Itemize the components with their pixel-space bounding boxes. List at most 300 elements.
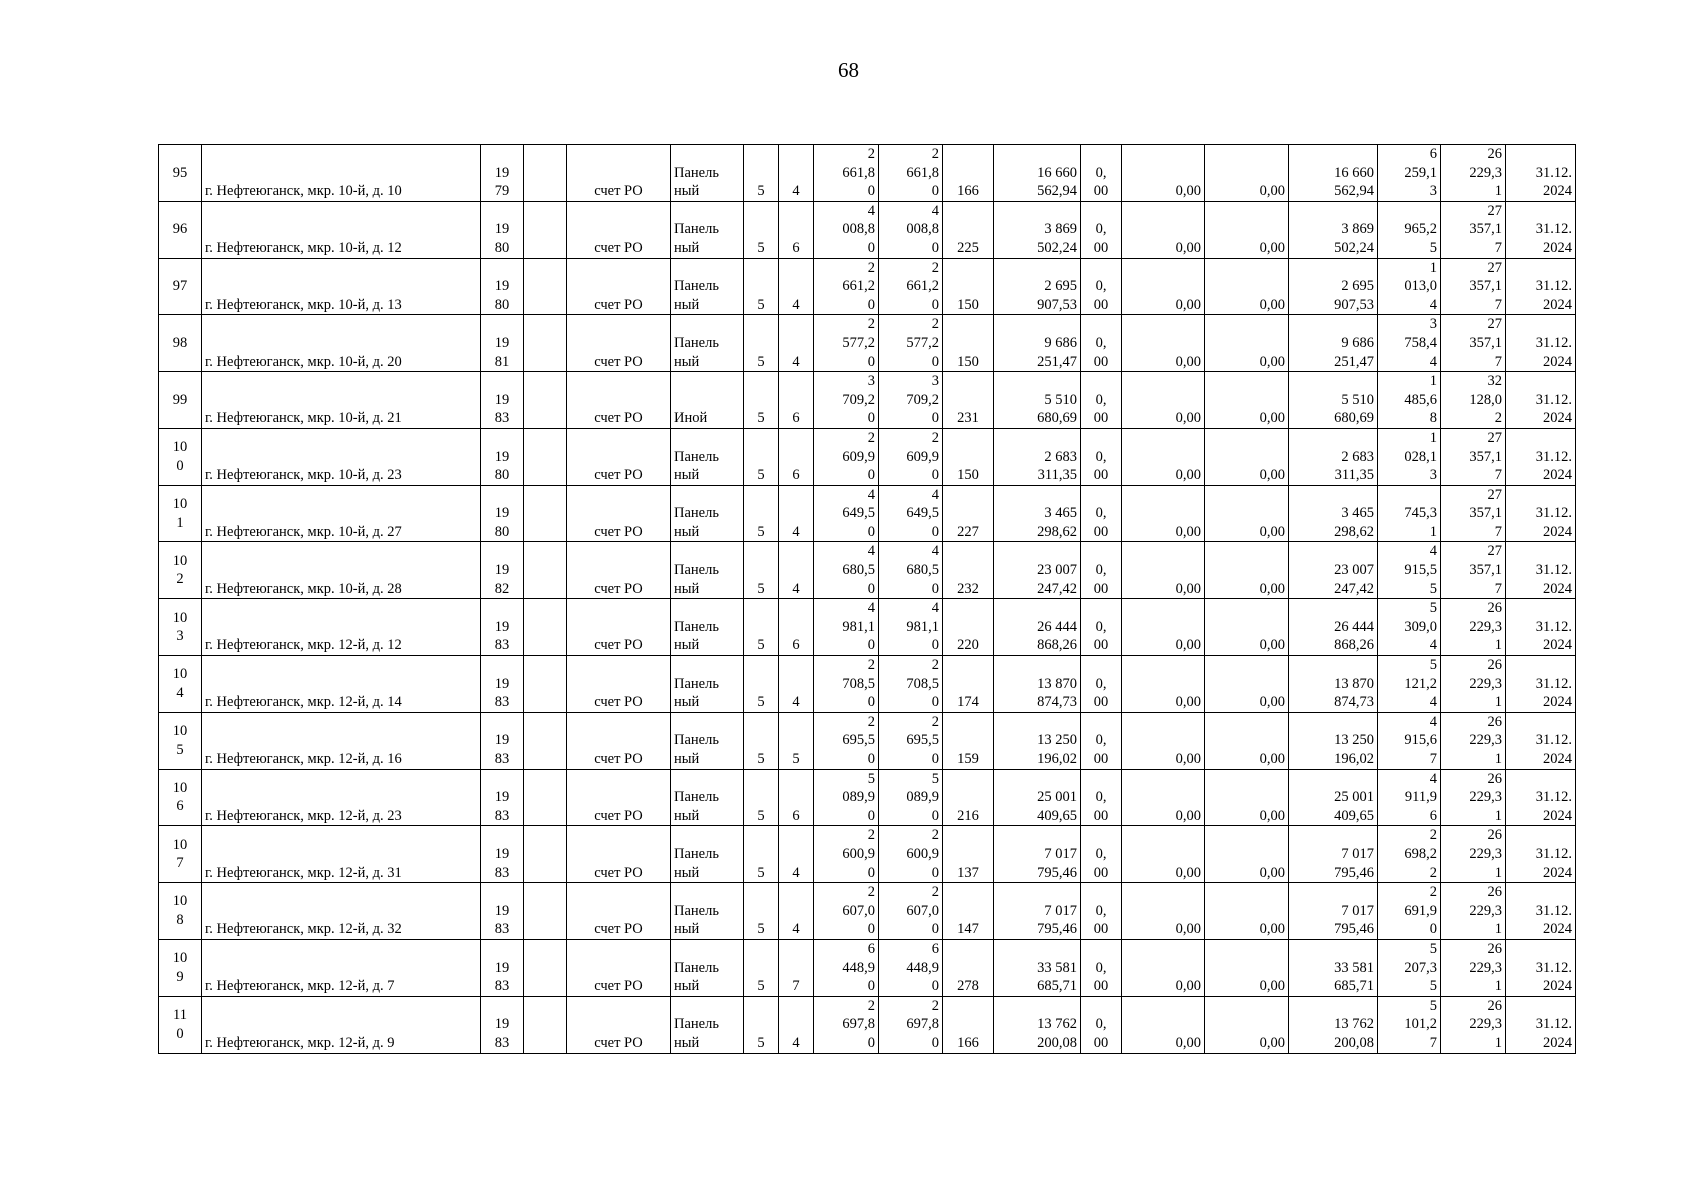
cell-address: г. Нефтеюганск, мкр. 12-й, д. 32 xyxy=(202,883,481,940)
cell-line: 6 xyxy=(867,940,875,957)
cell-spec-cost xyxy=(1378,145,1441,202)
cell-line: 1 xyxy=(1494,637,1502,654)
cell-line: 448,9 xyxy=(842,959,875,976)
cell-cost-total xyxy=(994,485,1081,542)
cell-area-living xyxy=(879,939,943,996)
cell-area-total xyxy=(814,485,879,542)
cell-line: ный xyxy=(674,183,700,200)
cell-line: 121,2 xyxy=(1404,675,1437,692)
cell-line: 1 xyxy=(1494,751,1502,767)
cell-address: г. Нефтеюганск, мкр. 10-й, д. 13 xyxy=(202,258,481,315)
cell-entrances: 6 xyxy=(779,428,814,485)
cell-line: 31.12. xyxy=(1535,562,1572,579)
cell-spec-cost xyxy=(1378,485,1441,542)
cell-line: 357,1 xyxy=(1469,278,1502,295)
cell-line: 13 762 xyxy=(1037,1016,1077,1033)
cell-deadline xyxy=(1506,315,1576,372)
cell-line: 3 xyxy=(1429,467,1437,484)
cell-material xyxy=(671,315,744,372)
cell-line: 0 xyxy=(867,523,875,540)
cell-entrances: 4 xyxy=(779,883,814,940)
cell-line: 0 xyxy=(867,580,875,597)
cell-line: 2 xyxy=(931,146,939,162)
cell-deadline xyxy=(1506,542,1576,599)
cell-line: 680,69 xyxy=(1037,410,1077,427)
cell-line: 3 xyxy=(931,373,939,390)
cell-line: 745,3 xyxy=(1404,505,1437,522)
cell-line: ный xyxy=(674,978,700,995)
cell-cost-local: 0,00 xyxy=(1205,258,1289,315)
cell-line: 1 xyxy=(1429,373,1437,390)
cell-year xyxy=(481,712,524,769)
cell-line: 981,1 xyxy=(842,618,875,635)
cell-line: 9 xyxy=(176,968,184,985)
cell-line: 680,69 xyxy=(1334,410,1374,427)
cell-floors: 5 xyxy=(744,599,779,656)
cell-cost-reg: 0,00 xyxy=(1122,712,1205,769)
cell-line: 0, xyxy=(1095,959,1107,976)
cell-spec-cost xyxy=(1378,372,1441,429)
cell-num xyxy=(159,542,202,599)
cell-line: Панель xyxy=(674,902,719,919)
cell-address: г. Нефтеюганск, мкр. 12-й, д. 31 xyxy=(202,826,481,883)
cell-line: 31.12. xyxy=(1535,391,1572,408)
cell-entrances: 7 xyxy=(779,939,814,996)
cell-line: 311,35 xyxy=(1037,467,1077,484)
cell-max-cost xyxy=(1441,315,1506,372)
cell-line: 0 xyxy=(867,353,875,370)
cell-line: 26 444 xyxy=(1037,618,1077,635)
cell-line: ный xyxy=(674,580,700,597)
cell-residents: 137 xyxy=(943,826,994,883)
cell-line: 0 xyxy=(867,183,875,200)
cell-floors: 5 xyxy=(744,712,779,769)
cell-entrances: 4 xyxy=(779,826,814,883)
cell-line: 26 xyxy=(1487,997,1502,1014)
cell-line: 229,3 xyxy=(1469,789,1502,806)
cell-line: 2 xyxy=(931,997,939,1014)
cell-line: 695,5 xyxy=(842,732,875,749)
cell-line: 4 xyxy=(1429,543,1437,560)
cell-line: 4 xyxy=(931,543,939,560)
cell-empty1 xyxy=(524,656,567,713)
cell-spec-cost xyxy=(1378,542,1441,599)
cell-num xyxy=(159,372,202,429)
cell-line: 0 xyxy=(931,694,939,711)
cell-line: 709,2 xyxy=(842,391,875,408)
cell-residents: 166 xyxy=(943,996,994,1053)
cell-line: Панель xyxy=(674,959,719,976)
cell-cost-reg: 0,00 xyxy=(1122,428,1205,485)
cell-line: Панель xyxy=(674,505,719,522)
cell-cost-total xyxy=(994,883,1081,940)
cell-line: Панель xyxy=(674,448,719,465)
cell-empty1 xyxy=(524,939,567,996)
cell-line: 00 xyxy=(1093,807,1109,824)
cell-cost-owners xyxy=(1289,712,1378,769)
cell-line: 196,02 xyxy=(1037,751,1077,767)
cell-line: 83 xyxy=(494,751,510,767)
cell-area-total xyxy=(814,996,879,1053)
cell-line: 911,9 xyxy=(1404,789,1437,806)
cell-line: 19 xyxy=(494,448,510,465)
cell-line: 13 762 xyxy=(1334,1016,1374,1033)
cell-line: 10 xyxy=(172,666,188,683)
cell-year xyxy=(481,656,524,713)
cell-line: 0 xyxy=(931,296,939,313)
cell-cost-total xyxy=(994,258,1081,315)
cell-line: 2 xyxy=(931,316,939,333)
cell-line: 83 xyxy=(494,921,510,938)
cell-line: 685,71 xyxy=(1334,978,1374,995)
cell-cost-local: 0,00 xyxy=(1205,542,1289,599)
cell-line: ный xyxy=(674,751,700,767)
cell-cost-owners xyxy=(1289,372,1378,429)
cell-line: 4 xyxy=(1429,353,1437,370)
cell-line: 2 xyxy=(1429,864,1437,881)
table-row xyxy=(159,939,1576,996)
cell-line: 0 xyxy=(867,296,875,313)
cell-method: счет РО xyxy=(567,372,671,429)
cell-deadline xyxy=(1506,599,1576,656)
table-row xyxy=(159,599,1576,656)
cell-area-total xyxy=(814,826,879,883)
cell-line: Панель xyxy=(674,221,719,238)
cell-max-cost xyxy=(1441,939,1506,996)
cell-num xyxy=(159,485,202,542)
table-row xyxy=(159,883,1576,940)
cell-line: 00 xyxy=(1093,183,1109,200)
cell-line: 4 xyxy=(931,486,939,503)
cell-line: 4 xyxy=(1429,637,1437,654)
cell-max-cost xyxy=(1441,769,1506,826)
table-row xyxy=(159,826,1576,883)
cell-empty1 xyxy=(524,542,567,599)
cell-line: 19 xyxy=(494,1016,510,1033)
cell-floors: 5 xyxy=(744,542,779,599)
cell-line: ный xyxy=(674,467,700,484)
cell-line: 26 xyxy=(1487,657,1502,674)
housing-repair-table xyxy=(158,144,1576,1054)
cell-floors: 5 xyxy=(744,769,779,826)
cell-line: 1 xyxy=(1429,429,1437,446)
cell-cost-fed xyxy=(1081,145,1122,202)
cell-max-cost xyxy=(1441,201,1506,258)
cell-line: 357,1 xyxy=(1469,221,1502,238)
cell-line: 19 xyxy=(494,278,510,295)
cell-line: 7 xyxy=(1494,580,1502,597)
cell-address: г. Нефтеюганск, мкр. 12-й, д. 16 xyxy=(202,712,481,769)
cell-cost-fed xyxy=(1081,485,1122,542)
cell-address: г. Нефтеюганск, мкр. 10-й, д. 27 xyxy=(202,485,481,542)
cell-entrances: 6 xyxy=(779,372,814,429)
cell-line: 2 xyxy=(931,713,939,730)
cell-line: 229,3 xyxy=(1469,618,1502,635)
cell-line: 5 510 xyxy=(1341,391,1374,408)
cell-line: 577,2 xyxy=(906,334,939,351)
cell-deadline xyxy=(1506,656,1576,713)
cell-line: 008,8 xyxy=(906,221,939,238)
cell-line: 0 xyxy=(867,864,875,881)
cell-line: 31.12. xyxy=(1535,789,1572,806)
cell-line: 101,2 xyxy=(1404,1016,1437,1033)
cell-line: 0 xyxy=(931,637,939,654)
cell-line: 10 xyxy=(172,893,188,910)
cell-cost-local: 0,00 xyxy=(1205,599,1289,656)
cell-cost-total xyxy=(994,939,1081,996)
cell-line: 0, xyxy=(1095,675,1107,692)
cell-line: 9 686 xyxy=(1341,334,1374,351)
cell-line: 708,5 xyxy=(842,675,875,692)
cell-year xyxy=(481,201,524,258)
cell-max-cost xyxy=(1441,485,1506,542)
cell-line: ный xyxy=(674,864,700,881)
cell-line: 2 695 xyxy=(1044,278,1077,295)
cell-year xyxy=(481,996,524,1053)
cell-line: 10 xyxy=(172,609,188,626)
cell-cost-local: 0,00 xyxy=(1205,939,1289,996)
cell-line: 4 xyxy=(867,202,875,219)
cell-line: 0 xyxy=(867,467,875,484)
table-row xyxy=(159,315,1576,372)
cell-method: счет РО xyxy=(567,939,671,996)
cell-line: 4 xyxy=(1429,770,1437,787)
cell-line: 2024 xyxy=(1543,807,1572,824)
cell-year xyxy=(481,372,524,429)
cell-floors: 5 xyxy=(744,258,779,315)
cell-line: ный xyxy=(674,694,700,711)
cell-cost-owners xyxy=(1289,599,1378,656)
cell-line: 2 xyxy=(867,713,875,730)
cell-line: 26 xyxy=(1487,600,1502,617)
cell-line: 298,62 xyxy=(1037,523,1077,540)
cell-line: 0, xyxy=(1095,618,1107,635)
cell-line: 83 xyxy=(494,694,510,711)
cell-cost-local: 0,00 xyxy=(1205,883,1289,940)
cell-line: 0 xyxy=(867,410,875,427)
cell-area-living xyxy=(879,315,943,372)
cell-empty1 xyxy=(524,883,567,940)
cell-line: 2 xyxy=(931,827,939,844)
cell-line: Иной xyxy=(674,410,708,427)
cell-line: 16 660 xyxy=(1037,164,1077,181)
cell-line: 00 xyxy=(1093,637,1109,654)
cell-line: 965,2 xyxy=(1404,221,1437,238)
cell-line: 0 xyxy=(1429,921,1437,938)
cell-floors: 5 xyxy=(744,939,779,996)
cell-line: 31.12. xyxy=(1535,618,1572,635)
cell-floors: 5 xyxy=(744,145,779,202)
cell-line: 27 xyxy=(1487,259,1502,276)
cell-line: 13 870 xyxy=(1037,675,1077,692)
cell-residents: 227 xyxy=(943,485,994,542)
cell-line: 2 xyxy=(867,827,875,844)
cell-line: 7 017 xyxy=(1341,845,1374,862)
cell-line: 19 xyxy=(494,732,510,749)
cell-residents: 166 xyxy=(943,145,994,202)
cell-line: 31.12. xyxy=(1535,1016,1572,1033)
cell-cost-local: 0,00 xyxy=(1205,656,1289,713)
cell-area-total xyxy=(814,542,879,599)
cell-empty1 xyxy=(524,712,567,769)
cell-num xyxy=(159,201,202,258)
cell-line: 907,53 xyxy=(1334,296,1374,313)
cell-method: счет РО xyxy=(567,315,671,372)
cell-line: 0 xyxy=(931,864,939,881)
cell-line: 31.12. xyxy=(1535,959,1572,976)
cell-cost-total xyxy=(994,599,1081,656)
cell-line: 4 xyxy=(1429,296,1437,313)
cell-line: 2 695 xyxy=(1341,278,1374,295)
cell-line: 0, xyxy=(1095,164,1107,181)
cell-cost-owners xyxy=(1289,315,1378,372)
cell-area-total xyxy=(814,145,879,202)
cell-line: 19 xyxy=(494,618,510,635)
cell-cost-fed xyxy=(1081,201,1122,258)
cell-line: 0, xyxy=(1095,1016,1107,1033)
cell-method: счет РО xyxy=(567,599,671,656)
cell-spec-cost xyxy=(1378,315,1441,372)
cell-line: 649,5 xyxy=(906,505,939,522)
cell-residents: 231 xyxy=(943,372,994,429)
cell-cost-fed xyxy=(1081,656,1122,713)
cell-line: 7 xyxy=(1494,296,1502,313)
cell-method: счет РО xyxy=(567,826,671,883)
cell-entrances: 4 xyxy=(779,656,814,713)
cell-num xyxy=(159,883,202,940)
cell-line: 19 xyxy=(494,164,510,181)
cell-line: 128,0 xyxy=(1469,391,1502,408)
cell-line: Панель xyxy=(674,562,719,579)
cell-cost-total xyxy=(994,542,1081,599)
cell-line: 33 581 xyxy=(1037,959,1077,976)
cell-empty1 xyxy=(524,201,567,258)
cell-floors: 5 xyxy=(744,883,779,940)
cell-line: 83 xyxy=(494,978,510,995)
cell-line: 2 xyxy=(931,657,939,674)
cell-cost-reg: 0,00 xyxy=(1122,145,1205,202)
cell-line: Панель xyxy=(674,334,719,351)
cell-line: 16 660 xyxy=(1334,164,1374,181)
cell-line: 10 xyxy=(172,439,188,456)
cell-line: 448,9 xyxy=(906,959,939,976)
cell-line: 19 xyxy=(494,959,510,976)
cell-residents: 150 xyxy=(943,315,994,372)
cell-cost-reg: 0,00 xyxy=(1122,485,1205,542)
cell-floors: 5 xyxy=(744,485,779,542)
cell-material xyxy=(671,258,744,315)
table-row xyxy=(159,996,1576,1053)
cell-line: 26 xyxy=(1487,713,1502,730)
cell-line: 409,65 xyxy=(1037,807,1077,824)
cell-line: 2024 xyxy=(1543,523,1572,540)
table-row xyxy=(159,372,1576,429)
cell-line: 907,53 xyxy=(1037,296,1077,313)
cell-line: 0 xyxy=(867,751,875,767)
cell-line: 0 xyxy=(867,239,875,256)
cell-line: 0 xyxy=(867,694,875,711)
cell-cost-owners xyxy=(1289,826,1378,883)
cell-line: 609,9 xyxy=(842,448,875,465)
cell-line: 609,9 xyxy=(906,448,939,465)
cell-floors: 5 xyxy=(744,315,779,372)
cell-max-cost xyxy=(1441,883,1506,940)
cell-spec-cost xyxy=(1378,996,1441,1053)
cell-line: 80 xyxy=(494,467,510,484)
cell-line: ный xyxy=(674,296,700,313)
cell-line: 0, xyxy=(1095,278,1107,295)
cell-line: 207,3 xyxy=(1404,959,1437,976)
cell-line: 1 xyxy=(1494,1034,1502,1051)
cell-address: г. Нефтеюганск, мкр. 10-й, д. 21 xyxy=(202,372,481,429)
cell-deadline xyxy=(1506,372,1576,429)
cell-line: 0, xyxy=(1095,334,1107,351)
cell-line: 00 xyxy=(1093,694,1109,711)
cell-line: 2 xyxy=(931,259,939,276)
cell-line: 7 xyxy=(1494,523,1502,540)
cell-cost-local: 0,00 xyxy=(1205,315,1289,372)
cell-line: 661,2 xyxy=(842,278,875,295)
cell-line: Панель xyxy=(674,732,719,749)
cell-area-total xyxy=(814,769,879,826)
cell-deadline xyxy=(1506,145,1576,202)
cell-line: 00 xyxy=(1093,751,1109,767)
cell-address: г. Нефтеюганск, мкр. 12-й, д. 14 xyxy=(202,656,481,713)
cell-line: 600,9 xyxy=(842,845,875,862)
cell-line: 0 xyxy=(931,183,939,200)
table-row xyxy=(159,145,1576,202)
cell-method: счет РО xyxy=(567,769,671,826)
cell-residents: 232 xyxy=(943,542,994,599)
cell-area-living xyxy=(879,145,943,202)
cell-cost-fed xyxy=(1081,315,1122,372)
cell-deadline xyxy=(1506,769,1576,826)
cell-line: 868,26 xyxy=(1334,637,1374,654)
cell-line: 229,3 xyxy=(1469,164,1502,181)
cell-area-total xyxy=(814,883,879,940)
cell-line: ный xyxy=(674,807,700,824)
cell-cost-owners xyxy=(1289,883,1378,940)
cell-line: 95 xyxy=(172,164,188,181)
cell-line: 229,3 xyxy=(1469,902,1502,919)
cell-line: 4 xyxy=(867,543,875,560)
cell-line: 3 xyxy=(1429,316,1437,333)
cell-line: 229,3 xyxy=(1469,845,1502,862)
cell-line: 795,46 xyxy=(1037,921,1077,938)
cell-line: 26 xyxy=(1487,770,1502,787)
cell-cost-owners xyxy=(1289,145,1378,202)
cell-line: 3 869 xyxy=(1341,221,1374,238)
cell-line: 562,94 xyxy=(1334,183,1374,200)
cell-line: 311,35 xyxy=(1334,467,1374,484)
cell-num xyxy=(159,428,202,485)
cell-cost-fed xyxy=(1081,769,1122,826)
cell-line: ный xyxy=(674,637,700,654)
cell-line: 915,6 xyxy=(1404,732,1437,749)
cell-line: 96 xyxy=(172,221,188,238)
cell-spec-cost xyxy=(1378,939,1441,996)
cell-entrances: 6 xyxy=(779,599,814,656)
cell-line: 19 xyxy=(494,334,510,351)
cell-cost-fed xyxy=(1081,712,1122,769)
cell-cost-reg: 0,00 xyxy=(1122,258,1205,315)
cell-line: 981,1 xyxy=(906,618,939,635)
cell-line: 00 xyxy=(1093,239,1109,256)
cell-line: 5 xyxy=(1429,978,1437,995)
cell-line: 31.12. xyxy=(1535,675,1572,692)
cell-line: 00 xyxy=(1093,296,1109,313)
cell-cost-total xyxy=(994,201,1081,258)
